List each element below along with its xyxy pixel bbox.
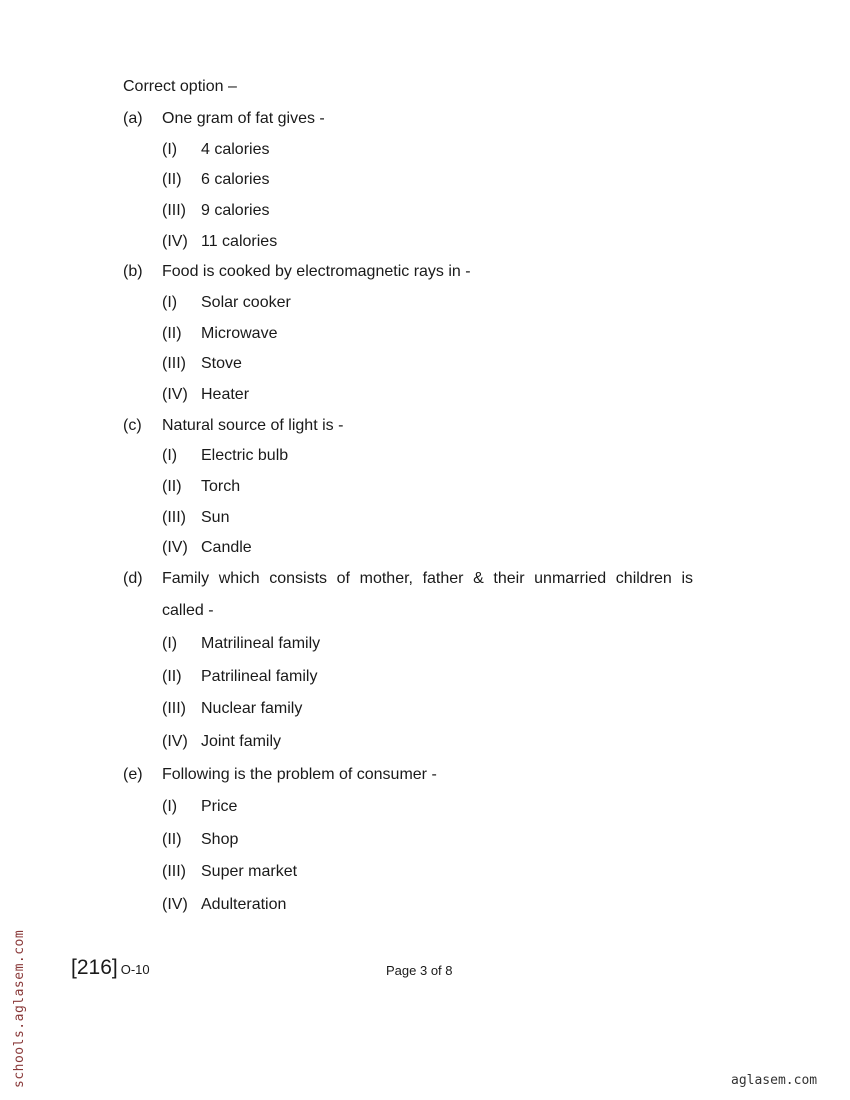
option-label: (III) bbox=[162, 509, 186, 526]
question-label: (e) bbox=[123, 766, 143, 783]
question-text: Food is cooked by electromagnetic rays in - bbox=[162, 263, 471, 280]
option-label: (IV) bbox=[162, 539, 188, 556]
option-label: (III) bbox=[162, 202, 186, 219]
option-label: (II) bbox=[162, 171, 182, 188]
option-text: Super market bbox=[201, 863, 298, 880]
option-text: Electric bulb bbox=[201, 447, 289, 464]
option-text: Sun bbox=[201, 509, 230, 526]
question-text-line-2: called - bbox=[162, 602, 214, 619]
option-label: (II) bbox=[162, 668, 182, 685]
question-text: One gram of fat gives - bbox=[162, 110, 325, 127]
page-number: Page 3 of 8 bbox=[386, 963, 453, 978]
question-label: (a) bbox=[123, 110, 143, 127]
option-text: Candle bbox=[201, 539, 252, 556]
option-text: Solar cooker bbox=[201, 294, 291, 311]
option-text: 9 calories bbox=[201, 202, 270, 219]
question-text-line-1: Family which consists of mother, father & their unmarried children is bbox=[162, 570, 693, 587]
question-text: Following is the problem of consumer - bbox=[162, 766, 437, 783]
question-label: (c) bbox=[123, 417, 142, 434]
option-label: (IV) bbox=[162, 233, 188, 250]
question-label: (d) bbox=[123, 570, 143, 587]
option-text: Joint family bbox=[201, 733, 282, 750]
paper-code bbox=[71, 956, 150, 980]
option-text: 4 calories bbox=[201, 141, 270, 158]
option-label: (III) bbox=[162, 355, 186, 372]
option-label: (I) bbox=[162, 798, 178, 815]
option-text: Matrilineal family bbox=[201, 635, 321, 652]
option-label: (III) bbox=[162, 863, 186, 880]
option-text: 11 calories bbox=[201, 233, 278, 250]
paper-code-number: [216] bbox=[71, 956, 118, 979]
option-label: (I) bbox=[162, 635, 178, 652]
option-label: (II) bbox=[162, 325, 182, 342]
option-text: Heater bbox=[201, 386, 250, 403]
paper-subcode: O-10 bbox=[120, 962, 150, 977]
option-label: (III) bbox=[162, 700, 186, 717]
question-text: Natural source of light is - bbox=[162, 417, 344, 434]
option-text: Shop bbox=[201, 831, 239, 848]
question-label: (b) bbox=[123, 263, 143, 280]
option-label: (II) bbox=[162, 478, 182, 495]
option-text: Nuclear family bbox=[201, 700, 303, 717]
option-label: (II) bbox=[162, 831, 182, 848]
option-text: 6 calories bbox=[201, 171, 270, 188]
option-text: Price bbox=[201, 798, 238, 815]
option-label: (I) bbox=[162, 294, 178, 311]
option-label: (I) bbox=[162, 447, 178, 464]
option-text: Torch bbox=[201, 478, 241, 495]
option-text: Stove bbox=[201, 355, 242, 372]
option-label: (I) bbox=[162, 141, 178, 158]
option-text: Adulteration bbox=[201, 896, 287, 913]
bottom-watermark: aglasem.com bbox=[731, 1073, 818, 1088]
option-text: Patrilineal family bbox=[201, 668, 318, 685]
instruction-heading: Correct option – bbox=[123, 78, 237, 95]
option-text: Microwave bbox=[201, 325, 278, 342]
option-label: (IV) bbox=[162, 733, 188, 750]
side-watermark: schools.aglasem.com bbox=[12, 929, 27, 1088]
option-label: (IV) bbox=[162, 896, 188, 913]
option-label: (IV) bbox=[162, 386, 188, 403]
